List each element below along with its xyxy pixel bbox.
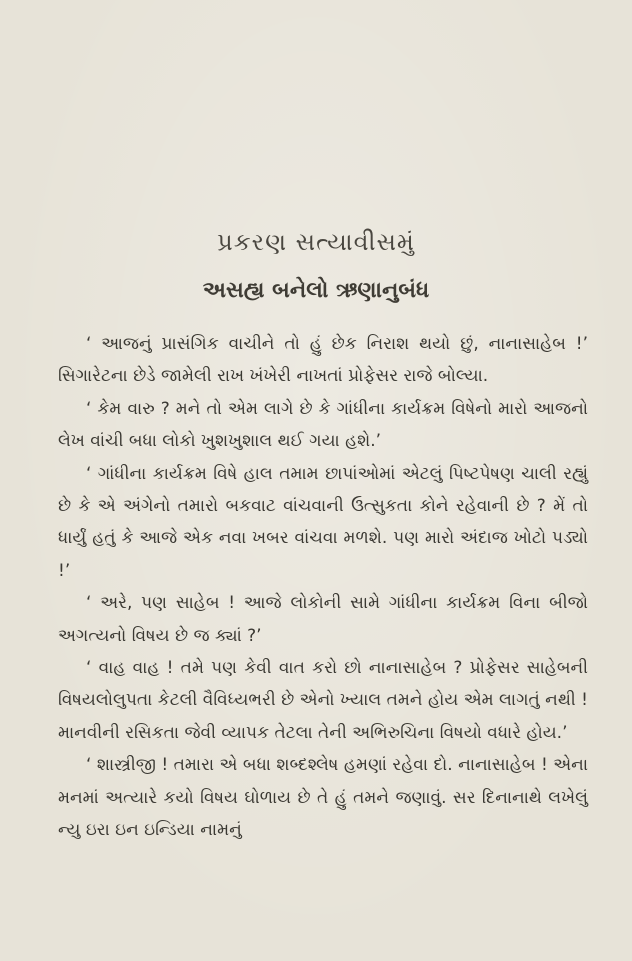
paragraph: ‘ વાહ વાહ ! તમે પણ કેવી વાત કરો છો નાનાસાહેબ ? પ્રોફેસર સાહેબની વિષયલોલુપતા કેટલી વૈવિધ્યભરી છે એનો ખ્યાલ તમને હોય એમ લાગતું નથી ! માનવીની રસિકતા જેવી વ્યાપક તેટલા તેની અભિરુચિના વિષયો વધારે હોય.’ (58, 658, 588, 743)
chapter-number: પ્રકરણ સત્યાવીસમું (217, 228, 415, 256)
paragraph: ‘ અરે, પણ સાહેબ ! આજે લોકોની સામે ગાંધીના કાર્યક્રમ વિના બીજો અગત્યનો વિષય છે જ ક્યાં ?’ (58, 593, 588, 646)
paragraph: ‘ આજનું પ્રાસંગિક વાચીને તો હું છેક નિરાશ થયો છું, નાનાસાહેબ !’ સિગારેટના છેડે જામેલી રાખ ખંખેરી નાખતાં પ્રોફેસર રાજે બોલ્યા. (58, 334, 588, 387)
paragraph: ‘ શાસ્ત્રીજી ! તમારા એ બધા શબ્દશ્લેષ હમણાં રહેવા દો. નાનાસાહેબ ! એના મનમાં અત્યારે કયો વિષય ઘોળાય છે તે હું તમને જણાવું. સર દિનાનાથે લખેલું ન્યુ ઇરા ઇન ઇન્ડિયા નામનું (58, 755, 588, 841)
paragraph: ‘ કેમ વારુ ? મને તો એમ લાગે છે કે ગાંધીના કાર્યક્રમ વિષેનો મારો આજનો લેખ વાંચી બધા લોકો ખુશખુશાલ થઈ ગયા હશે.’ (58, 398, 588, 452)
paragraph: ‘ ગાંધીના કાર્યક્રમ વિષે હાલ તમામ છાપાંઓમાં એટલું પિષ્ટપેષણ ચાલી રહ્યું છે કે એ અંગેનો તમારો બકવાટ વાંચવાની ઉત્સુકતા કોને રહેવાની છે ? મેં તો ધાર્યું હતું કે આજે એક નવા ખબર વાંચવા મળશે. પણ મારો અંદાજ ખોટો પડ્યો !’ (58, 463, 588, 581)
body-text (58, 328, 588, 847)
chapter-title: અસહ્ય બનેલો ઋણાનુબંધ (202, 278, 430, 303)
